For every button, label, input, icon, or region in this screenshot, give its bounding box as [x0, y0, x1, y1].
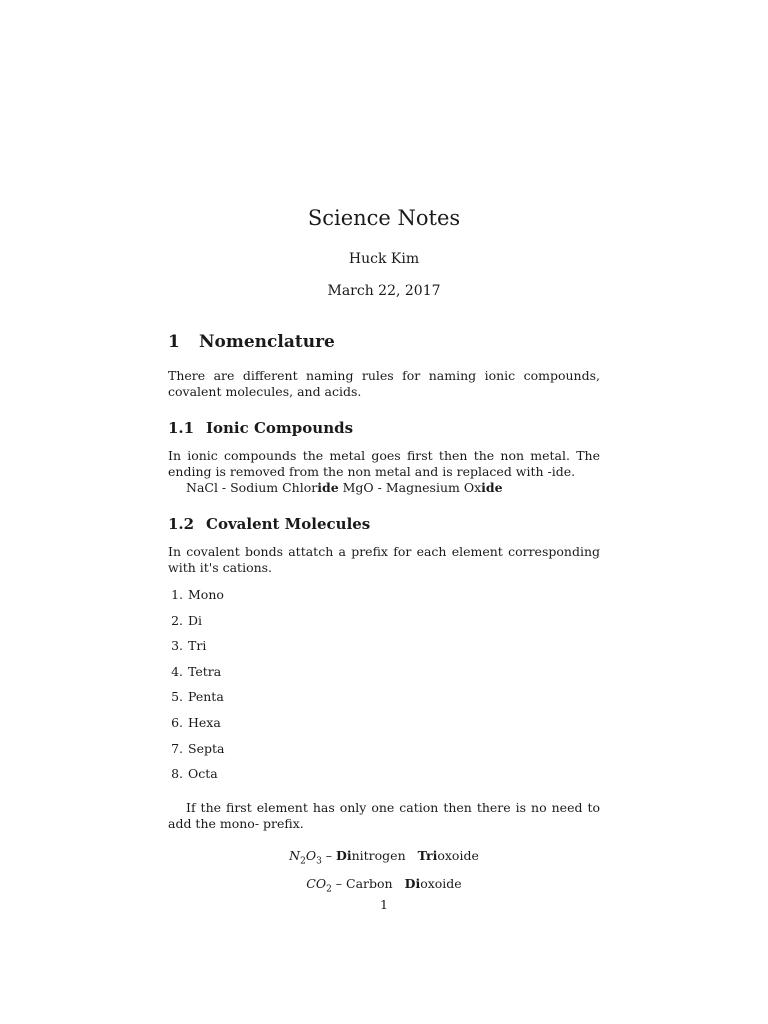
ionic-examples-line [168, 480, 600, 496]
subsection-title: Covalent Molecules [206, 515, 371, 533]
page-number: 1 [380, 897, 388, 912]
list-item: 1. Mono [171, 587, 224, 602]
list-item: 6. Hexa [171, 714, 221, 730]
section-intro-paragraph: There are different naming rules for naming ionic compounds, covalent molecules, and acids. [168, 368, 600, 399]
section-title: Nomenclature [199, 332, 335, 352]
formula-example-carbon-dioxoide: $CO_2$ – Carbon Dioxoide [306, 875, 462, 895]
covalent-molecules-paragraph: In covalent bonds attatch a prefix for each element corresponding with it's cations. [168, 544, 600, 575]
list-item: 4. Tetra [171, 663, 222, 679]
list-item: 3. Tri [171, 638, 207, 654]
example-text: NaCl - Sodium Chlor [186, 480, 318, 495]
example-suffix-bold: ide [481, 480, 503, 495]
section-heading-nomenclature [168, 334, 600, 356]
subsection-number: 1.2 [168, 515, 195, 533]
prefix-list [168, 587, 600, 792]
document-body [168, 334, 600, 904]
ionic-compounds-paragraph: In ionic compounds the metal goes first then the non metal. The ending is removed from the non metal and is replaced with -ide. [168, 448, 600, 479]
mono-prefix-note: If the first element has only one cation then there is no need to add the mono- prefix. [168, 799, 600, 831]
list-item: 5. Penta [171, 689, 224, 705]
document-title: Science Notes [307, 206, 461, 230]
subsection-title: Ionic Compounds [206, 419, 354, 437]
list-item: 7. Septa [171, 740, 225, 756]
section-number: 1 [168, 332, 180, 352]
list-item: 8. Octa [171, 766, 218, 782]
subsection-heading-ionic-compounds [168, 420, 600, 440]
document-date: March 22, 2017 [327, 283, 441, 299]
subsection-heading-covalent-molecules [168, 516, 600, 536]
document-author: Huck Kim [348, 251, 420, 267]
example-suffix-bold: ide [317, 480, 339, 495]
formula-example-dinitrogen-trioxide: $N_2O_3$ – Dinitrogen Trioxoide [289, 847, 479, 867]
example-text: MgO - Magnesium Ox [338, 480, 482, 495]
list-item: 2. Di [171, 612, 203, 628]
subsection-number: 1.1 [168, 419, 195, 437]
